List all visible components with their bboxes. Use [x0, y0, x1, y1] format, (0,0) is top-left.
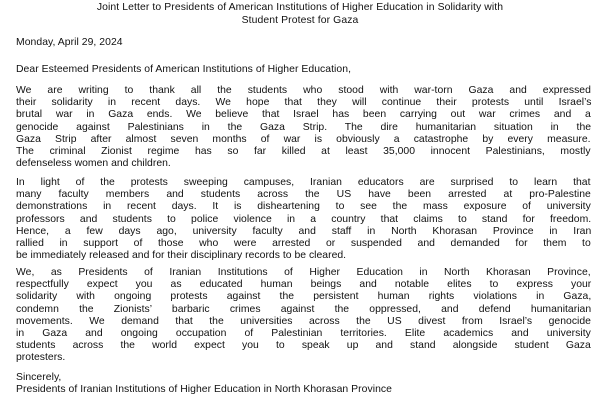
paragraph-line: Gaza Strip after almost seven months of war is obviously a catastrophe by every measure.	[16, 133, 591, 145]
paragraph-line: their solidarity in recent days. We hope that they will continue their protests until Israel’s	[16, 97, 592, 109]
paragraph-1	[16, 85, 591, 170]
paragraph-line: be immediately released and for their disciplinary records to be cleared.	[16, 250, 347, 262]
paragraph-line: many faculty members and students across the US have been arrested at pro-Palestine	[16, 189, 591, 201]
paragraph-line: rallied in support of those who were arrested or suspended and demanded for them to	[16, 238, 591, 250]
paragraph-line: We are writing to thank all the students who stood with war-torn Gaza and expressed	[16, 85, 591, 96]
paragraph-line: genocide against Palestinians in the Gaza Strip. The dire humanitarian situation in the	[16, 121, 592, 133]
paragraph-3	[16, 267, 591, 365]
paragraph-line: professors and students to police violence in a country that claims to stand for freedom.	[16, 213, 592, 225]
paragraph-line: protesters.	[16, 352, 66, 364]
paragraph-line: brutal war in Gaza ends. We believe that Israel has been carrying out war crimes and a	[16, 109, 591, 121]
paragraph-line: in Gaza and ongoing occupation of Palestinian territories. Elite academics and university	[16, 328, 591, 340]
paragraph-line: We, as Presidents of Iranian Institutions of Higher Education in North Khorasan Province,	[16, 267, 591, 278]
paragraph-line: condemn the Zionists’ barbaric crimes against the oppressed, and defend humanitarian	[16, 303, 592, 315]
paragraph-line: In light of the protests sweeping campuses, Iranian educators are surprised to learn that	[16, 177, 591, 188]
signature: Presidents of Iranian Institutions of Higher Education in North Khorasan Province	[16, 384, 393, 395]
paragraph-line: respectfully expect you as educated human beings and notable elites to express your	[16, 279, 592, 291]
letter-date: Monday, April 29, 2024	[16, 37, 123, 48]
title-line: Student Protest for Gaza	[241, 14, 359, 26]
closing: Sincerely,	[16, 372, 62, 383]
paragraph-line: demonstrations in recent days. It is disheartening to see the mass exposure of university	[16, 201, 591, 213]
title-line: Joint Letter to Presidents of American Institutions of Higher Education in Solidarity with	[96, 2, 504, 13]
paragraph-line: defenseless women and children.	[16, 158, 171, 170]
paragraph-line: movements. We demand that the universities across the US divest from Israel’s genocide	[16, 315, 591, 327]
paragraph-line: Hence, a few days ago, university faculty and staff in North Khorasan Province in Iran	[16, 225, 592, 237]
paragraph-line: students across the world expect you to speak up and stand alongside student Gaza	[16, 340, 591, 352]
paragraph-2	[16, 177, 591, 262]
paragraph-line: solidarity with ongoing protests against the persistent human rights violations in Gaza,	[16, 291, 592, 303]
salutation: Dear Esteemed Presidents of American Institutions of Higher Education,	[16, 64, 352, 75]
letter-title	[0, 2, 600, 27]
paragraph-line: The criminal Zionist regime has so far killed at least 35,000 innocent Palestinians, mostly	[16, 146, 591, 158]
